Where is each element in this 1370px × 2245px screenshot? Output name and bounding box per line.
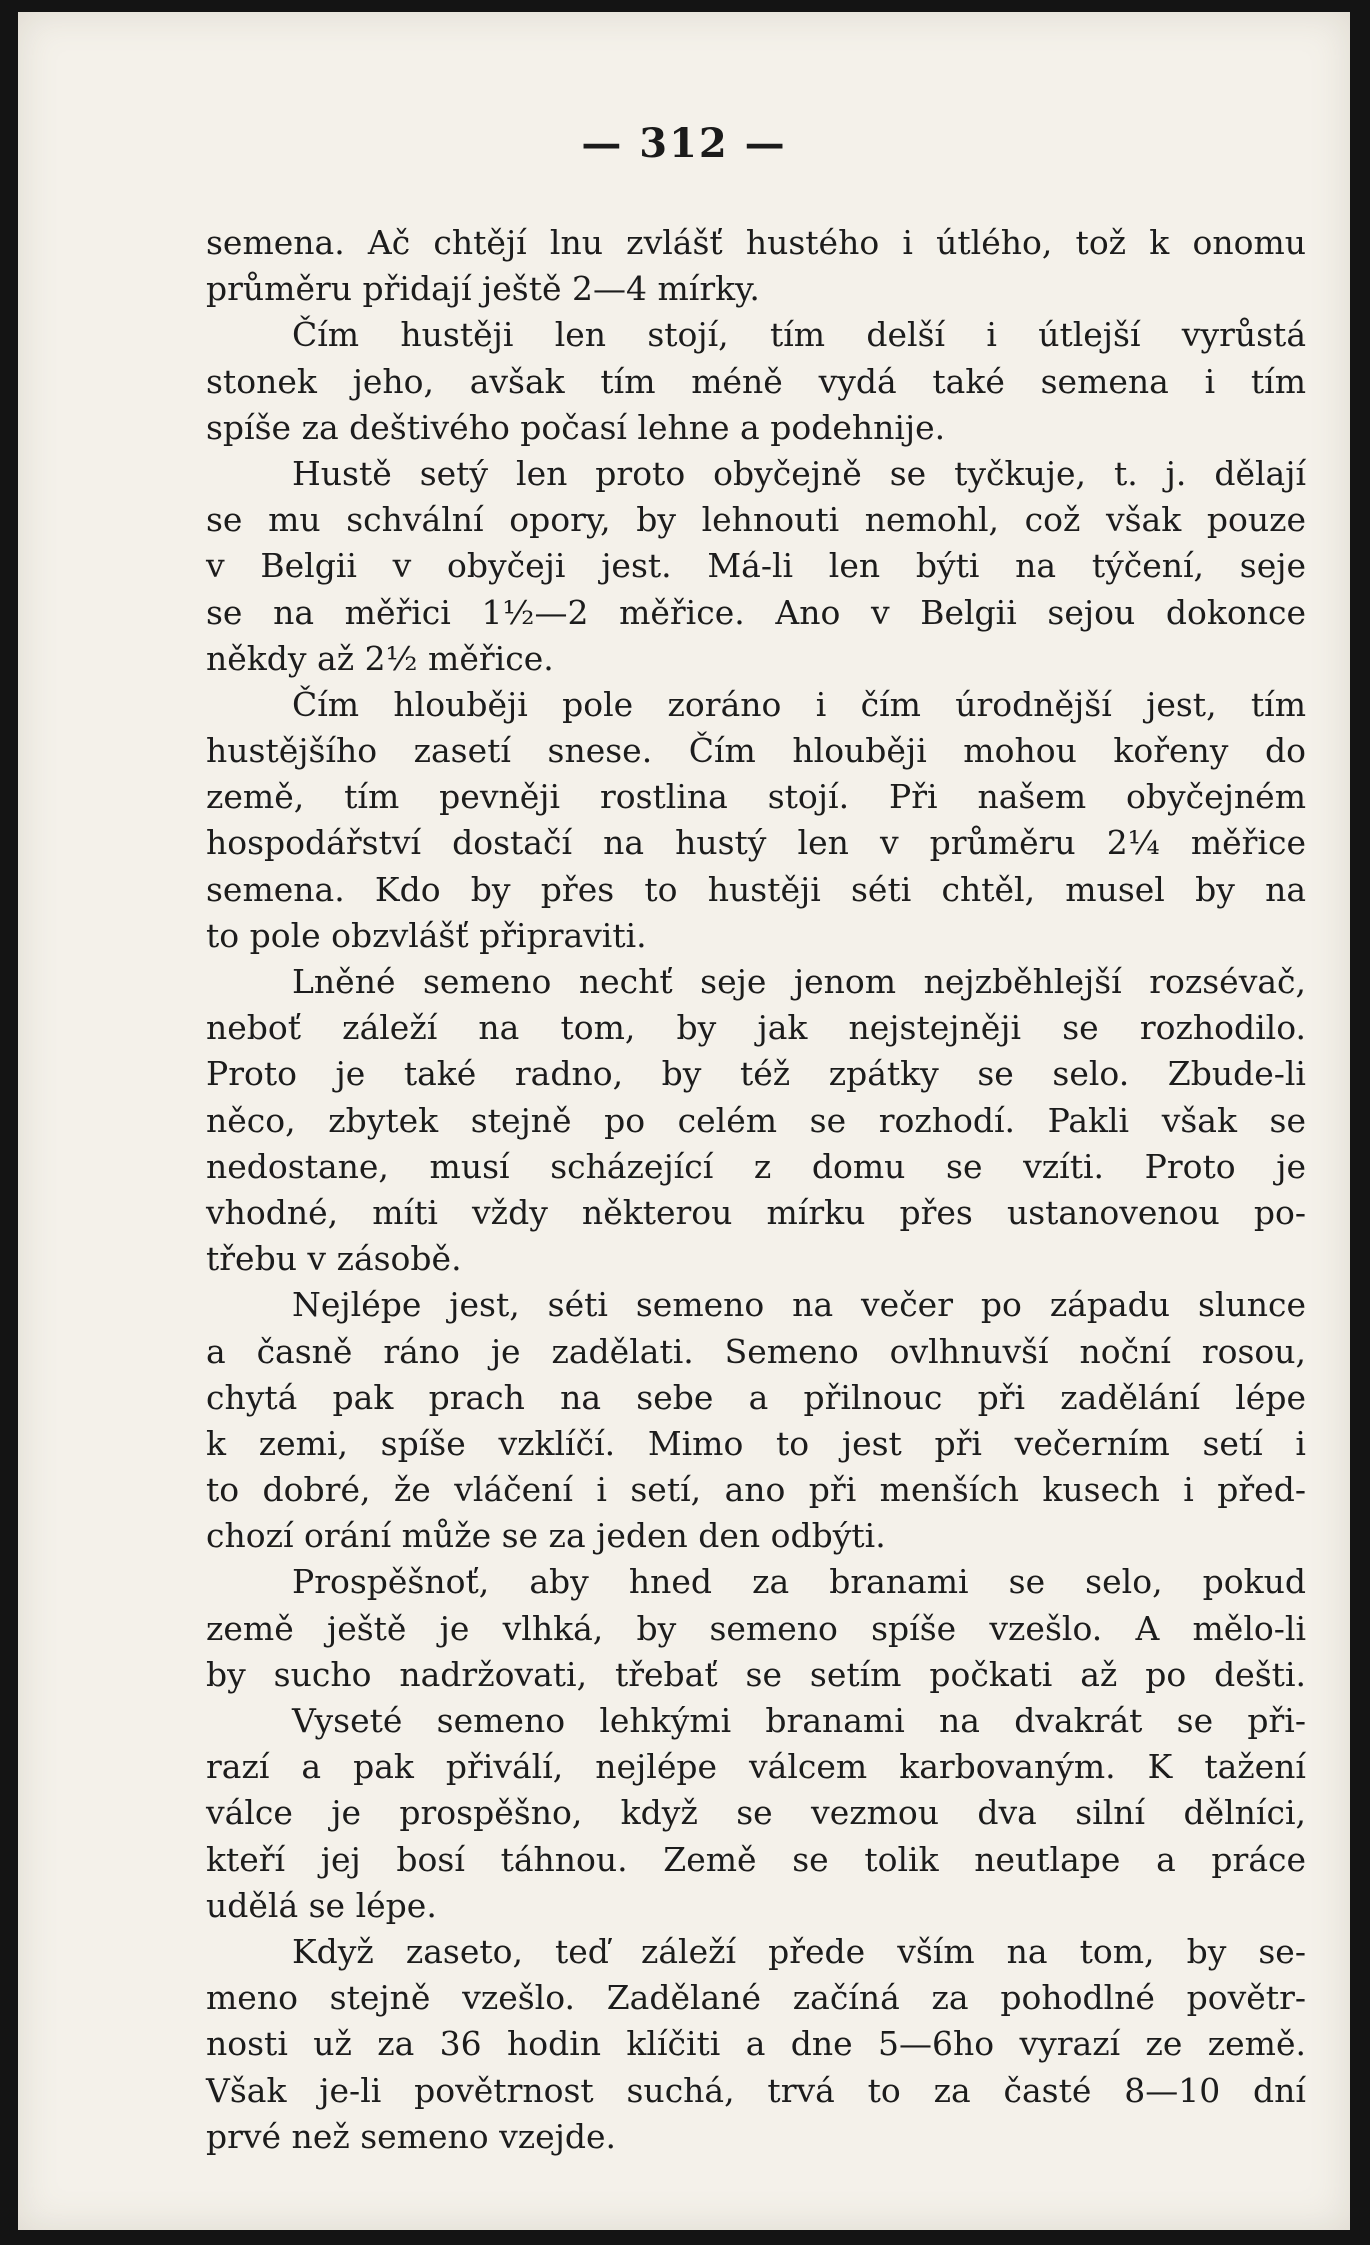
text-line: neboť záleží na tom, by jak nejstejněji se rozhodilo. xyxy=(206,1008,1306,1048)
text-line: něco, zbytek stejně po celém se rozhodí. Pakli však se xyxy=(206,1100,1306,1140)
text-line: nosti už za 36 hodin klíčiti a dne 5—6ho vyrazí ze země. xyxy=(206,2024,1306,2064)
text-line: stonek jeho, avšak tím méně vydá také semena i tím xyxy=(206,361,1306,401)
text-line: kteří jej bosí táhnou. Země se tolik neutlape a práce xyxy=(206,1839,1306,1879)
text-line: vhodné, míti vždy některou mírku přes ustanovenou po- xyxy=(206,1192,1306,1232)
text-line: země, tím pevněji rostlina stojí. Při našem obyčejném xyxy=(206,777,1306,817)
text-line: spíše za deštivého počasí lehne a podehnije. xyxy=(206,407,946,447)
text-line: Lněné semeno nechť seje jenom nejzběhlejší rozsévač, xyxy=(292,962,1306,1001)
text-line: by sucho nadržovati, třebať se setím počkati až po dešti. xyxy=(206,1654,1306,1694)
text-line: Čím hlouběji pole zoráno i čím úrodnější jest, tím xyxy=(292,684,1306,724)
text-line: Vyseté semeno lehkými branami na dvakrát se při- xyxy=(292,1701,1306,1740)
text-line: v Belgii v obyčeji jest. Má-li len býti na týčení, seje xyxy=(206,546,1306,586)
text-line: razí a pak přiválí, nejlépe válcem karbovaným. K tažení xyxy=(206,1747,1306,1787)
text-line: Proto je také radno, by též zpátky se selo. Zbude-li xyxy=(206,1054,1306,1094)
text-line: prvé než semeno vzejde. xyxy=(206,2116,617,2156)
text-line: se na měřici 1½—2 měřice. Ano v Belgii sejou dokonce xyxy=(206,592,1306,632)
text-line: chytá pak prach na sebe a přilnouc při zadělání lépe xyxy=(206,1377,1306,1417)
text-line: průměru přidají ještě 2—4 mírky. xyxy=(206,269,760,309)
page-number: — 312 — xyxy=(581,120,787,167)
body-text xyxy=(206,220,1306,2160)
text-line: semena. Ač chtějí lnu zvlášť hustého i útlého, tož k onomu xyxy=(206,223,1306,262)
text-line: nedostane, musí scházející z domu se vzíti. Proto je xyxy=(206,1146,1306,1186)
text-line: třebu v zásobě. xyxy=(206,1239,462,1279)
text-line: hospodářství dostačí na hustý len v průměru 2¼ měřice xyxy=(206,823,1306,863)
text-line: k zemi, spíše vzklíčí. Mimo to jest při večerním setí i xyxy=(206,1423,1306,1463)
text-line: Prospěšnoť, aby hned za branami se selo, pokud xyxy=(292,1562,1306,1602)
text-line: Však je-li povětrnost suchá, trvá to za časté 8—10 dní xyxy=(206,2070,1306,2110)
text-line: Když zaseto, teď záleží přede vším na tom, by se- xyxy=(292,1931,1306,1971)
text-line: Čím hustěji len stojí, tím delší i útlejší vyrůstá xyxy=(292,315,1306,355)
text-line: hustějšího zasetí snese. Čím hlouběji mohou kořeny do xyxy=(206,731,1306,771)
text-line: to dobré, že vláčení i setí, ano při menších kusech i před- xyxy=(206,1470,1306,1510)
text-line: udělá se lépe. xyxy=(206,1885,437,1925)
text-line: meno stejně vzešlo. Zadělané začíná za pohodlné povětr- xyxy=(206,1978,1306,2018)
text-line: chozí orání může se za jeden den odbýti. xyxy=(206,1516,886,1556)
text-line: někdy až 2½ měřice. xyxy=(206,638,554,678)
text-line: a časně ráno je zadělati. Semeno ovlhnuvší noční rosou, xyxy=(206,1331,1306,1371)
text-line: se mu schvální opory, by lehnouti nemohl, což však pouze xyxy=(206,500,1306,540)
text-line: to pole obzvlášť připraviti. xyxy=(206,915,647,955)
text-line: země ještě je vlhká, by semeno spíše vzešlo. A mělo-li xyxy=(206,1608,1306,1648)
book-page xyxy=(18,12,1350,2230)
text-line: Hustě setý len proto obyčejně se tyčkuje, t. j. dělají xyxy=(292,453,1306,493)
text-line: semena. Kdo by přes to hustěji séti chtěl, musel by na xyxy=(206,869,1306,909)
text-line: válce je prospěšno, když se vezmou dva silní dělníci, xyxy=(206,1793,1306,1833)
text-line: Nejlépe jest, séti semeno na večer po západu slunce xyxy=(292,1285,1306,1325)
